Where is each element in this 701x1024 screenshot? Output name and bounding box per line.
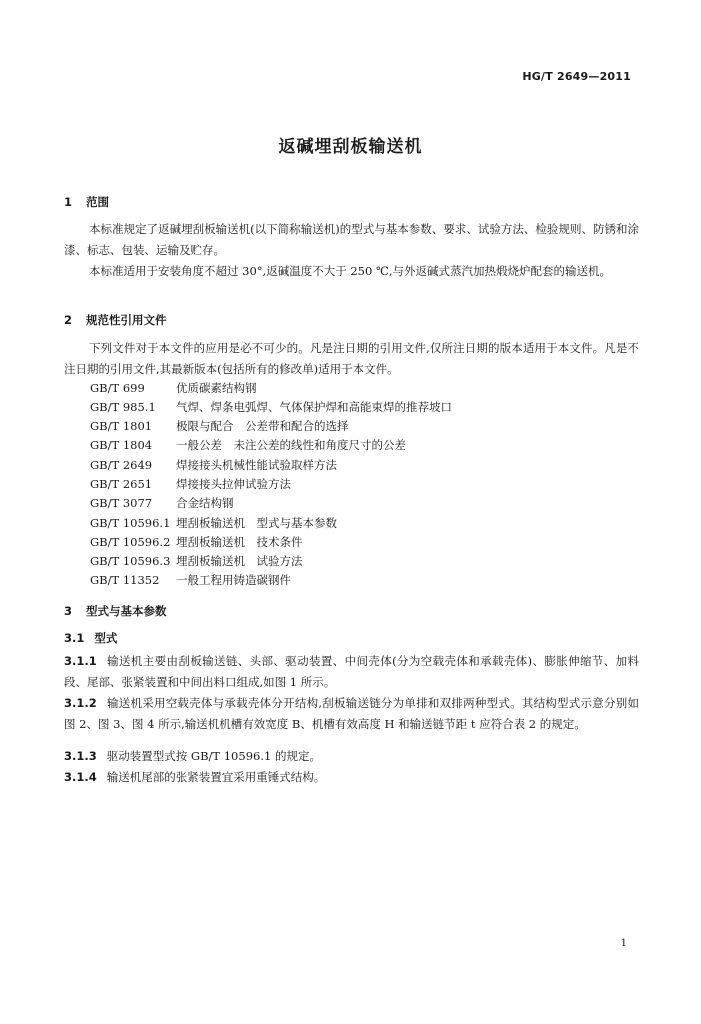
clause-3-1-3 bbox=[64, 746, 639, 767]
reference-item bbox=[90, 553, 303, 569]
reference-item bbox=[90, 418, 349, 434]
reference-item bbox=[90, 534, 303, 550]
clause-3-1-1 bbox=[64, 651, 639, 693]
section-title: 型式与基本参数 bbox=[86, 604, 167, 618]
reference-item bbox=[90, 437, 406, 453]
reference-title: 一般工程用铸造碳钢件 bbox=[176, 573, 291, 587]
reference-code: GB/T 1801 bbox=[90, 419, 153, 433]
reference-code: GB/T 3077 bbox=[90, 496, 153, 510]
reference-title: 合金结构钢 bbox=[176, 496, 234, 510]
reference-code: GB/T 10596.1 bbox=[90, 516, 171, 530]
section-1-paragraph-1: 本标准规定了返碱埋刮板输送机(以下简称输送机)的型式与基本参数、要求、试验方法、检验规则、防锈和涂漆、标志、包装、运输及贮存。 bbox=[64, 222, 639, 257]
reference-code: GB/T 699 bbox=[90, 381, 145, 395]
section-title: 范围 bbox=[86, 195, 109, 209]
reference-code: GB/T 985.1 bbox=[90, 400, 156, 414]
standard-code: HG/T 2649—2011 bbox=[522, 70, 631, 83]
section-2-intro: 下列文件对于本文件的应用是必不可少的。凡是注日期的引用文件,仅所注日期的版本适用于本文件。凡是不注日期的引用文件,其最新版本(包括所有的修改单)适用于本文件。 bbox=[64, 341, 639, 376]
clause-number: 3.1.1 bbox=[64, 654, 97, 668]
page-number: 1 bbox=[620, 938, 627, 949]
reference-title: 一般公差 未注公差的线性和角度尺寸的公差 bbox=[176, 438, 406, 452]
clause-number: 3.1.3 bbox=[64, 749, 97, 763]
section-1-paragraph-2: 本标准适用于安装角度不超过 30°,返碱温度不大于 250 ℃,与外返碱式蒸汽加热煅烧炉配套的输送机。 bbox=[89, 264, 611, 278]
clause-3-1-4 bbox=[64, 767, 639, 788]
section-title: 规范性引用文件 bbox=[86, 313, 167, 327]
reference-item bbox=[90, 515, 337, 531]
section-number: 1 bbox=[64, 195, 73, 209]
reference-code: GB/T 2651 bbox=[90, 477, 153, 491]
section-3-heading bbox=[64, 603, 167, 619]
reference-item bbox=[90, 457, 337, 473]
clause-number: 3.1.4 bbox=[64, 770, 97, 784]
section-number: 2 bbox=[64, 313, 73, 327]
reference-item bbox=[90, 399, 452, 415]
reference-title: 焊接接头拉伸试验方法 bbox=[176, 477, 291, 491]
section-number: 3 bbox=[64, 604, 73, 618]
clause-text: 输送机采用空载壳体与承载壳体分开结构,刮板输送链分为单排和双排两种型式。其结构型式示意分别如图 2、图 3、图 4 所示,输送机机槽有效宽度 B、机槽有效高度 H 和输送链节距 t 应符合表 2 的规定。 bbox=[64, 696, 639, 731]
reference-code: GB/T 1804 bbox=[90, 438, 153, 452]
subsection-number: 3.1 bbox=[64, 631, 85, 645]
reference-item bbox=[90, 495, 234, 511]
reference-title: 焊接接头机械性能试验取样方法 bbox=[176, 458, 337, 472]
reference-title: 极限与配合 公差带和配合的选择 bbox=[176, 419, 349, 433]
reference-title: 埋刮板输送机 试验方法 bbox=[176, 554, 303, 568]
reference-title: 埋刮板输送机 技术条件 bbox=[176, 535, 303, 549]
clause-3-1-2 bbox=[64, 693, 639, 735]
reference-title: 气焊、焊条电弧焊、气体保护焊和高能束焊的推荐坡口 bbox=[176, 400, 452, 414]
section-2-heading bbox=[64, 312, 167, 328]
clause-text: 输送机主要由刮板输送链、头部、驱动装置、中间壳体(分为空载壳体和承载壳体)、膨胀伸缩节、加料段、尾部、张紧装置和中间出料口组成,如图 1 所示。 bbox=[64, 654, 639, 689]
reference-code: GB/T 2649 bbox=[90, 458, 153, 472]
reference-item bbox=[90, 572, 291, 588]
document-title: 返碱埋刮板输送机 bbox=[278, 137, 423, 157]
clause-text: 输送机尾部的张紧装置宜采用重锤式结构。 bbox=[106, 770, 326, 784]
reference-title: 优质碳素结构钢 bbox=[176, 381, 257, 395]
subsection-title: 型式 bbox=[94, 631, 118, 645]
reference-title: 埋刮板输送机 型式与基本参数 bbox=[176, 516, 337, 530]
reference-item bbox=[90, 476, 291, 492]
reference-item bbox=[90, 380, 257, 396]
reference-code: GB/T 10596.2 bbox=[90, 535, 171, 549]
subsection-3-1-heading bbox=[64, 630, 117, 646]
reference-code: GB/T 11352 bbox=[90, 573, 160, 587]
clause-text: 驱动装置型式按 GB/T 10596.1 的规定。 bbox=[106, 749, 321, 763]
reference-code: GB/T 10596.3 bbox=[90, 554, 171, 568]
section-1-heading bbox=[64, 194, 109, 210]
clause-number: 3.1.2 bbox=[64, 696, 97, 710]
